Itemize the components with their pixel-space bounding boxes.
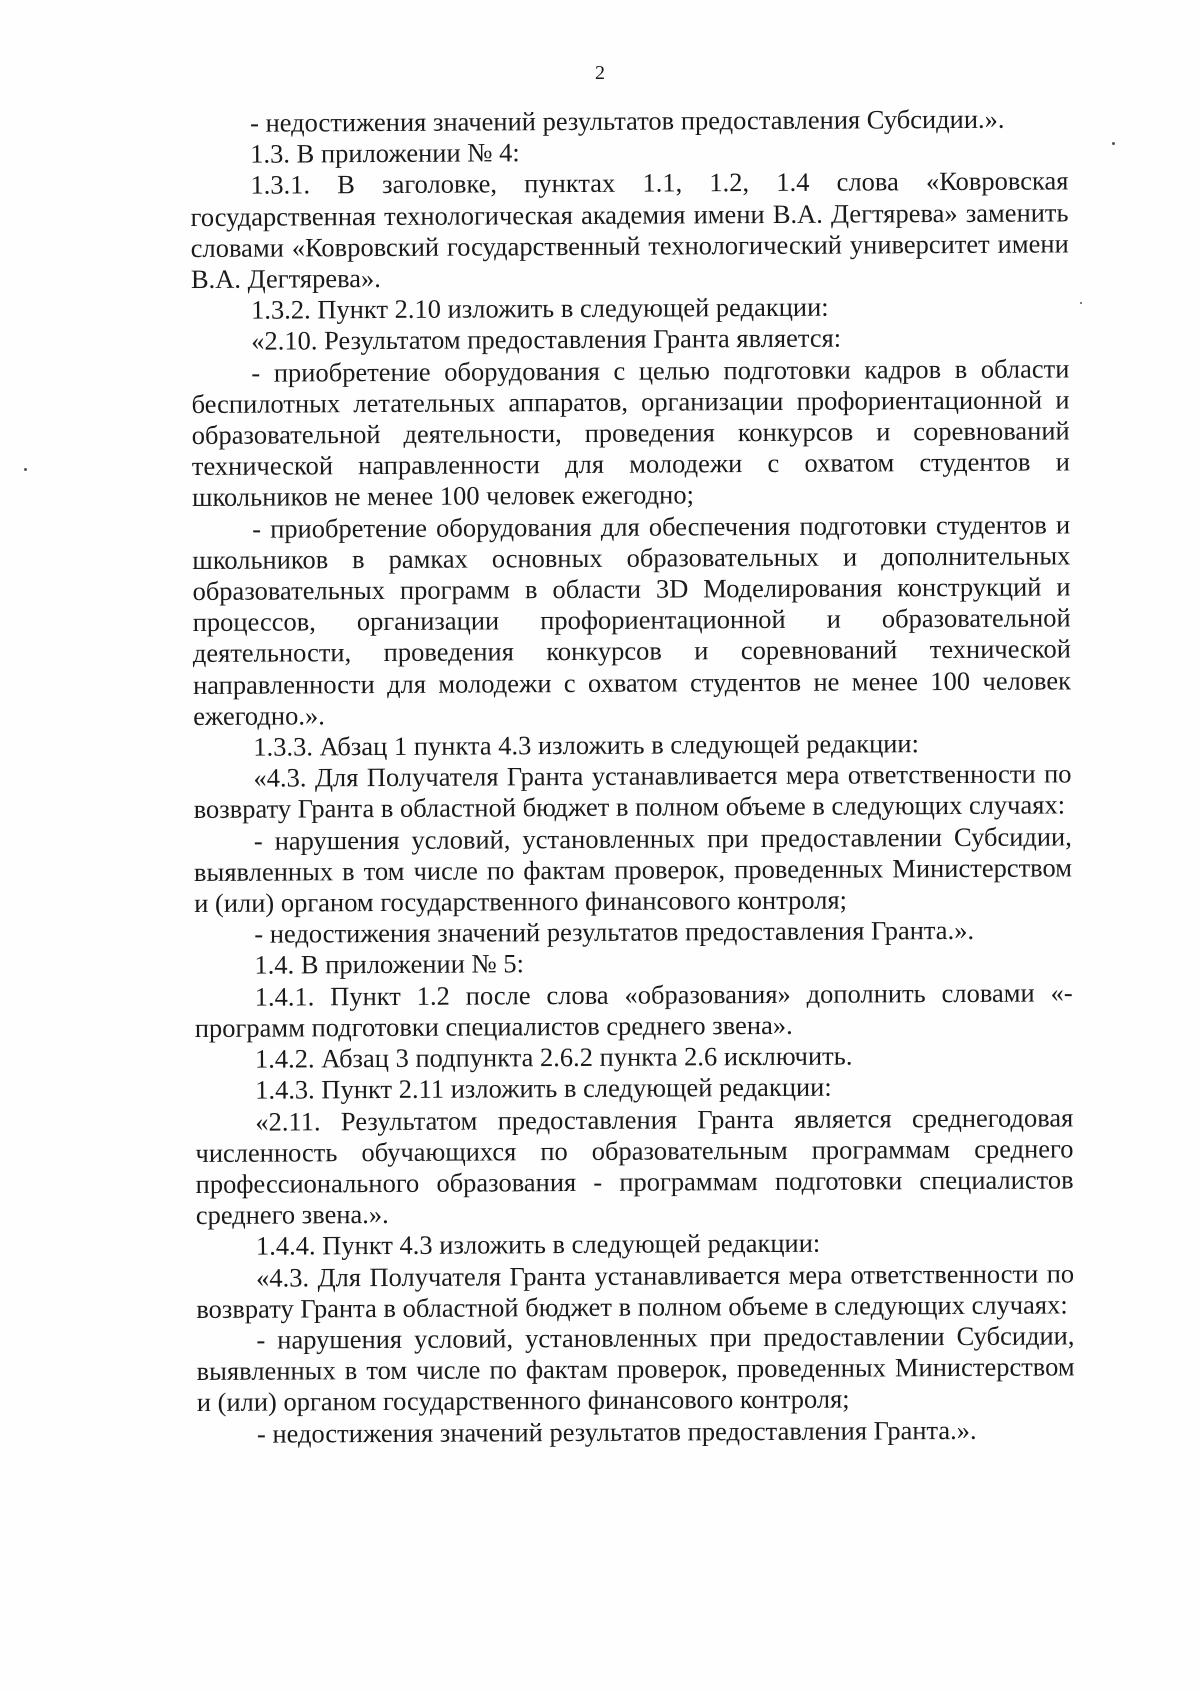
paragraph: 1.4.3. Пункт 2.11 изложить в следующей редакции: [255, 1071, 832, 1105]
paragraph: «4.3. Для Получателя Гранта устанавливается мера ответственности по возврату Гранта в областной бюджет в полном объеме в следующих случаях: [196, 1257, 1075, 1324]
paragraph: - нарушения условий, установленных при предоставлении Субсидии, выявленных в том числе по фактам проверок, проведенных Министерством и (или) органом государственного финансового контроля; [193, 821, 1073, 919]
document-body [190, 103, 1075, 1449]
paragraph: 1.4. В приложении № 5: [254, 948, 525, 981]
paragraph: «2.10. Результатом предоставления Гранта является: [251, 323, 842, 357]
paragraph: 1.3.2. Пункт 2.10 изложить в следующей редакции: [250, 291, 829, 325]
paragraph: - недостижения значений результатов предоставления Субсидии.». [249, 103, 1005, 138]
paragraph: «4.3. Для Получателя Гранта устанавливается мера ответственности по возврату Гранта в областной бюджет в полном объеме в следующих случаях: [193, 758, 1072, 825]
paragraph: 1.4.1. Пункт 1.2 после слова «образования» дополнить словами «- программ подготовки специалистов среднего звена». [194, 977, 1073, 1043]
scan-speck [1112, 142, 1115, 145]
scan-speck [24, 468, 27, 471]
scan-speck [1080, 302, 1082, 304]
paragraph: 1.3.1. В заголовке, пунктах 1.1, 1.2, 1.4 слова «Ковровская государственная технологическая академия имени В.А. Дегтярева» заменить словами «Ковровский государственный технологический университет имени В.А. Дегтярева». [190, 165, 1069, 295]
paragraph: - недостижения значений результатов предоставления Гранта.». [256, 1414, 977, 1449]
paragraph: - приобретение оборудования с целью подготовки кадров в области беспилотных летательных аппаратов, организации профориентационной и образовательной деятельности, проведения конкурсов и соревнований технической направленности для молодежи с охватом студентов и школьников не менее 100 человек ежегодно; [191, 353, 1070, 513]
paragraph: - приобретение оборудования для обеспечения подготовки студентов и школьников в рамках основных образовательных и дополнительных образовательных программ в области 3D Моделирования конструкций и процессов, организации профориентационной и образовательной деятельности, проведения конкурсов и соревнований технической направленности для молодежи с охватом студентов не менее 100 человек ежегодно.». [192, 509, 1072, 731]
paragraph: 1.4.4. Пункт 4.3 изложить в следующей редакции: [255, 1228, 821, 1261]
paragraph: 1.3. В приложении № 4: [250, 137, 520, 169]
paragraph: - недостижения значений результатов предоставления Гранта.». [254, 915, 975, 949]
paragraph: 1.3.3. Абзац 1 пункта 4.3 изложить в следующей редакции: [253, 728, 920, 762]
page-number: 2 [595, 62, 605, 84]
paragraph: - нарушения условий, установленных при предоставлении Субсидии, выявленных в том числе по фактам проверок, проведенных Министерством и (или) органом государственного финансового контроля; [196, 1320, 1075, 1418]
paragraph: 1.4.2. Абзац 3 подпункта 2.6.2 пункта 2.6 исключить. [254, 1040, 853, 1074]
paragraph: «2.11. Результатом предоставления Гранта является среднегодовая численность обучающихся по образовательным программам среднего профессионального образования - программам подготовки специалистов среднего звена.». [195, 1101, 1074, 1231]
